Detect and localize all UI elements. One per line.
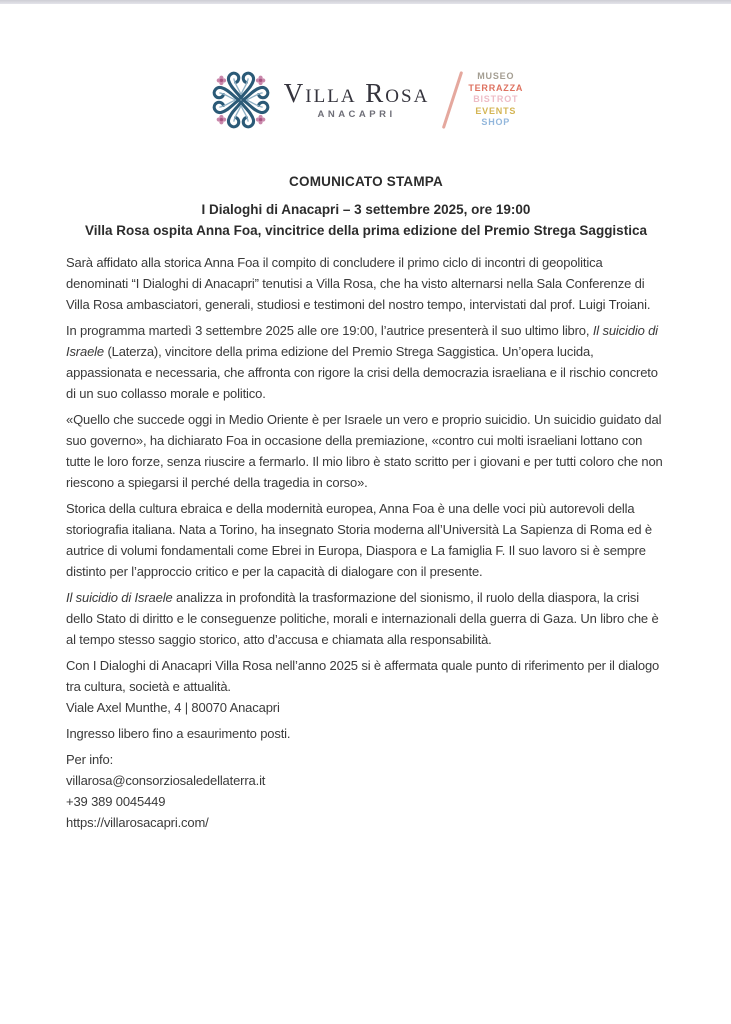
window-top-strip bbox=[0, 0, 731, 4]
logo-tag-shop: SHOP bbox=[481, 117, 511, 128]
rosette-flowers bbox=[216, 76, 265, 125]
brand-name: Villa Rosa bbox=[283, 78, 430, 108]
paragraph: Storica della cultura ebraica e della modernità europea, Anna Foa è una delle voci più autorevoli della storiografia italiana. Nata a Torino, ha insegnato Storia moderna all’Università La Sapienza di Roma ed è autrice di volumi fondamentali come Ebrei in Europa, Diaspora e La famiglia F. Il suo lavoro si è sempre distinto per l’approccio critico e per la capacità di dialogare con il presente. bbox=[66, 501, 652, 579]
logo-tag-events: EVENTS bbox=[475, 105, 517, 116]
logo-tag-terrazza: TERRAZZA bbox=[468, 82, 524, 93]
press-release bbox=[66, 174, 666, 833]
brand-subtitle: ANACAPRI bbox=[317, 109, 396, 120]
press-release-kicker: COMUNICATO STAMPA bbox=[289, 174, 443, 189]
paragraph: Con I Dialoghi di Anacapri Villa Rosa nell’anno 2025 si è affermata quale punto di riferimento per il dialogo tra cultura, società e attualità. Viale Axel Munthe, 4 | 80070 Anacapri bbox=[66, 658, 660, 715]
logo-tag-bistrot: BISTROT bbox=[473, 94, 519, 105]
logo-tags bbox=[468, 71, 523, 129]
brand-logo bbox=[0, 66, 731, 134]
document-page bbox=[0, 66, 731, 833]
press-release-body bbox=[66, 252, 666, 833]
paragraph: Ingresso libero fino a esaurimento posti. bbox=[66, 726, 291, 741]
paragraph: Sarà affidato alla storica Anna Foa il compito di concludere il primo ciclo di incontri di geopolitica denominati “I Dialoghi di Anacapri” tenutisi a Villa Rosa, che ha visto alternarsi nella Sala Conferenze di Villa Rosa ambasciatori, generali, studiosi e testimoni del nostro tempo, intervistati dal prof. Luigi Troiani. bbox=[66, 255, 651, 312]
rosette-logo-icon bbox=[208, 66, 274, 134]
paragraph: Per info: villarosa@consorziosaledellaterra.it +39 389 0045449 https://villarosacapri.com/ bbox=[66, 752, 266, 830]
logo-tag-museo: MUSEO bbox=[477, 71, 515, 82]
paragraph: «Quello che succede oggi in Medio Oriente è per Israele un vero e proprio suicidio. Un suicidio guidato dal suo governo», ha dichiarato Foa in occasione della premiazione, «contro cui molti israeliani lottano con tutte le loro forze, senza riuscire a fermarlo. Il mio libro è stato scritto per i giovani e per tutti coloro che non riescono a spiegarsi il perché della tragedia in corso». bbox=[66, 412, 663, 490]
paragraph: In programma martedì 3 settembre 2025 alle ore 19:00, l’autrice presenterà il suo ultimo libro, Il suicidio di Israele (Laterza), vincitore della prima edizione del Premio Strega Saggistica. Un’opera lucida, appassionata e necessaria, che affronta con rigore la crisi della democrazia israeliana e il rischio concreto di un suo collasso morale e politico. bbox=[66, 323, 658, 401]
event-title-line1: I Dialoghi di Anacapri – 3 settembre 2025, ore 19:00 bbox=[201, 202, 531, 217]
brand-text-block bbox=[284, 80, 430, 120]
logo-slash-divider bbox=[442, 71, 463, 129]
event-title bbox=[66, 199, 666, 241]
paragraph: Il suicidio di Israele analizza in profondità la trasformazione del sionismo, il ruolo della diaspora, la crisi dello Stato di diritto e le conseguenze politiche, morali e internazionali della guerra di Gaza. Un libro che è al tempo stesso saggio storico, atto d’accusa e chiamata alla responsabilità. bbox=[66, 590, 659, 647]
event-title-line2: Villa Rosa ospita Anna Foa, vincitrice della prima edizione del Premio Strega Saggistica bbox=[85, 223, 647, 238]
